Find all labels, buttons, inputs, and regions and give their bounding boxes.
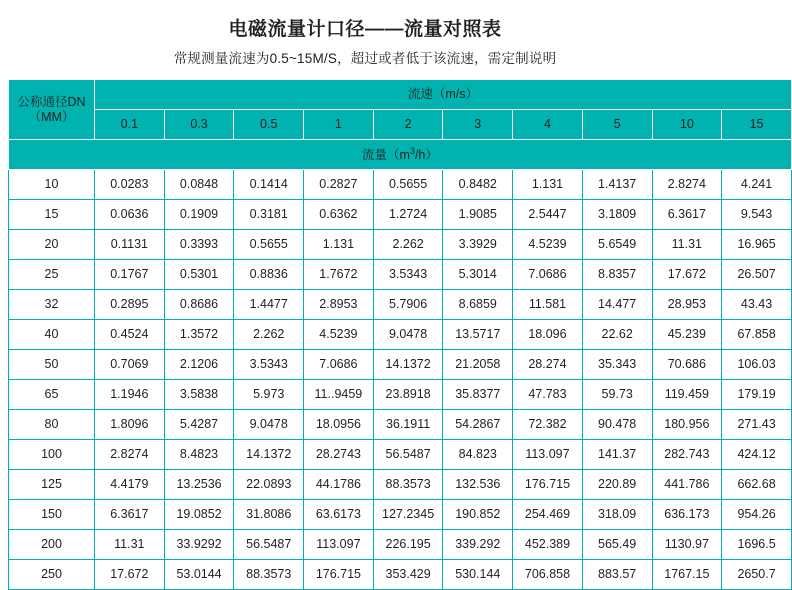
cell-flow-value: 31.8086 [234,500,304,530]
cell-flow-value: 11.31 [95,530,165,560]
cell-flow-value: 90.478 [582,410,652,440]
cell-flow-value: 43.43 [722,290,792,320]
cell-flow-value: 0.1767 [95,260,165,290]
cell-flow-value: 14.1372 [373,350,443,380]
table-row [9,350,792,380]
cell-flow-value: 2.8274 [95,440,165,470]
cell-flow-value: 84.823 [443,440,513,470]
header-cell-velocity-value: 15 [722,110,792,140]
flow-unit-prefix: 流量（m [362,148,410,163]
cell-flow-value: 1.131 [513,170,583,200]
table-header [9,80,792,170]
cell-flow-value: 1.131 [304,230,374,260]
cell-flow-value: 0.1909 [164,200,234,230]
cell-flow-value: 21.2058 [443,350,513,380]
cell-flow-value: 54.2867 [443,410,513,440]
cell-flow-value: 0.1131 [95,230,165,260]
cell-flow-value: 28.953 [652,290,722,320]
cell-flow-value: 35.343 [582,350,652,380]
table-row [9,440,792,470]
cell-dn: 40 [9,320,95,350]
cell-dn: 250 [9,560,95,590]
header-dn-line1: 公称通径DN [17,95,86,110]
cell-flow-value: 5.3014 [443,260,513,290]
header-row-velocity [9,80,792,110]
cell-flow-value: 1.1946 [95,380,165,410]
table-row [9,320,792,350]
cell-flow-value: 3.1809 [582,200,652,230]
cell-flow-value: 14.1372 [234,440,304,470]
cell-dn: 15 [9,200,95,230]
cell-flow-value: 9.0478 [373,320,443,350]
table-row [9,170,792,200]
header-cell-dn [9,80,95,140]
cell-flow-value: 17.672 [652,260,722,290]
header-row-flow-band [9,140,792,170]
cell-flow-value: 954.26 [722,500,792,530]
cell-flow-value: 179.19 [722,380,792,410]
cell-dn: 125 [9,470,95,500]
cell-flow-value: 530.144 [443,560,513,590]
header-cell-flow-unit [9,140,792,170]
cell-flow-value: 8.6859 [443,290,513,320]
cell-flow-value: 33.9292 [164,530,234,560]
cell-flow-value: 13.2536 [164,470,234,500]
cell-flow-value: 35.8377 [443,380,513,410]
table-row [9,380,792,410]
flow-unit-suffix: /h） [414,148,438,163]
cell-flow-value: 452.389 [513,530,583,560]
cell-flow-value: 4.241 [722,170,792,200]
cell-flow-value: 0.3181 [234,200,304,230]
cell-flow-value: 7.0686 [513,260,583,290]
cell-flow-value: 28.274 [513,350,583,380]
cell-flow-value: 56.5487 [234,530,304,560]
cell-flow-value: 88.3573 [373,470,443,500]
cell-flow-value: 23.8918 [373,380,443,410]
table-row [9,470,792,500]
cell-flow-value: 119.459 [652,380,722,410]
cell-flow-value: 14.477 [582,290,652,320]
cell-flow-value: 8.8357 [582,260,652,290]
cell-flow-value: 113.097 [304,530,374,560]
cell-flow-value: 0.2827 [304,170,374,200]
cell-flow-value: 5.4287 [164,410,234,440]
cell-flow-value: 6.3617 [95,500,165,530]
table-row [9,560,792,590]
cell-flow-value: 3.5343 [234,350,304,380]
cell-dn: 50 [9,350,95,380]
cell-flow-value: 16.965 [722,230,792,260]
cell-flow-value: 176.715 [513,470,583,500]
cell-flow-value: 226.195 [373,530,443,560]
header-cell-velocity-value: 2 [373,110,443,140]
cell-flow-value: 3.5838 [164,380,234,410]
cell-flow-value: 2.5447 [513,200,583,230]
cell-flow-value: 2.262 [373,230,443,260]
header-cell-velocity-value: 4 [513,110,583,140]
cell-flow-value: 180.956 [652,410,722,440]
cell-flow-value: 19.0852 [164,500,234,530]
cell-flow-value: 271.43 [722,410,792,440]
cell-flow-value: 1767.15 [652,560,722,590]
cell-flow-value: 141.37 [582,440,652,470]
cell-flow-value: 11.581 [513,290,583,320]
cell-flow-value: 67.858 [722,320,792,350]
cell-flow-value: 0.4524 [95,320,165,350]
table-row [9,200,792,230]
cell-flow-value: 26.507 [722,260,792,290]
cell-flow-value: 72.382 [513,410,583,440]
cell-flow-value: 45.239 [652,320,722,350]
header-cell-velocity: 流速（m/s） [95,80,792,110]
cell-flow-value: 127.2345 [373,500,443,530]
cell-flow-value: 0.7069 [95,350,165,380]
cell-dn: 80 [9,410,95,440]
cell-flow-value: 5.7906 [373,290,443,320]
cell-flow-value: 17.672 [95,560,165,590]
cell-flow-value: 254.469 [513,500,583,530]
cell-flow-value: 2.1206 [164,350,234,380]
cell-flow-value: 1696.5 [722,530,792,560]
cell-flow-value: 0.8686 [164,290,234,320]
cell-flow-value: 9.0478 [234,410,304,440]
cell-flow-value: 2.262 [234,320,304,350]
cell-flow-value: 28.2743 [304,440,374,470]
cell-flow-value: 0.5655 [234,230,304,260]
cell-flow-value: 1.2724 [373,200,443,230]
cell-flow-value: 190.852 [443,500,513,530]
cell-flow-value: 424.12 [722,440,792,470]
flow-unit-exponent: 3 [409,146,415,157]
cell-flow-value: 70.686 [652,350,722,380]
table-body [9,170,792,590]
cell-flow-value: 706.858 [513,560,583,590]
cell-flow-value: 565.49 [582,530,652,560]
header-row-velocity-values [9,110,792,140]
cell-flow-value: 2650.7 [722,560,792,590]
cell-flow-value: 1130.97 [652,530,722,560]
cell-dn: 10 [9,170,95,200]
cell-flow-value: 441.786 [652,470,722,500]
cell-flow-value: 1.8096 [95,410,165,440]
cell-flow-value: 132.536 [443,470,513,500]
cell-dn: 150 [9,500,95,530]
cell-flow-value: 883.57 [582,560,652,590]
cell-dn: 20 [9,230,95,260]
cell-flow-value: 5.6549 [582,230,652,260]
cell-flow-value: 18.096 [513,320,583,350]
cell-flow-value: 4.4179 [95,470,165,500]
cell-flow-value: 63.6173 [304,500,374,530]
cell-flow-value: 3.5343 [373,260,443,290]
cell-flow-value: 1.9085 [443,200,513,230]
cell-flow-value: 282.743 [652,440,722,470]
cell-flow-value: 0.3393 [164,230,234,260]
cell-flow-value: 0.5655 [373,170,443,200]
table-row [9,410,792,440]
header-cell-velocity-value: 5 [582,110,652,140]
cell-flow-value: 47.783 [513,380,583,410]
table-row [9,500,792,530]
header-cell-velocity-value: 0.3 [164,110,234,140]
page-title: 电磁流量计口径——流量对照表 [228,19,502,40]
cell-flow-value: 2.8274 [652,170,722,200]
cell-flow-value: 1.3572 [164,320,234,350]
cell-flow-value: 2.8953 [304,290,374,320]
cell-flow-value: 0.0636 [95,200,165,230]
cell-flow-value: 0.2895 [95,290,165,320]
cell-flow-value: 0.8836 [234,260,304,290]
cell-flow-value: 53.0144 [164,560,234,590]
cell-flow-value: 11.31 [652,230,722,260]
cell-flow-value: 36.1911 [373,410,443,440]
cell-flow-value: 5.973 [234,380,304,410]
cell-flow-value: 176.715 [304,560,374,590]
cell-flow-value: 59.73 [582,380,652,410]
header-cell-velocity-value: 0.5 [234,110,304,140]
cell-flow-value: 662.68 [722,470,792,500]
cell-flow-value: 4.5239 [304,320,374,350]
cell-flow-value: 6.3617 [652,200,722,230]
cell-dn: 25 [9,260,95,290]
cell-dn: 32 [9,290,95,320]
cell-flow-value: 18.0956 [304,410,374,440]
cell-flow-value: 9.543 [722,200,792,230]
cell-flow-value: 0.8482 [443,170,513,200]
cell-flow-value: 44.1786 [304,470,374,500]
cell-flow-value: 13.5717 [443,320,513,350]
cell-flow-value: 0.6362 [304,200,374,230]
cell-dn: 200 [9,530,95,560]
cell-flow-value: 353.429 [373,560,443,590]
table-row [9,230,792,260]
cell-flow-value: 0.0283 [95,170,165,200]
cell-flow-value: 0.1414 [234,170,304,200]
header-dn-line2: （MM） [28,109,75,124]
cell-flow-value: 1.7672 [304,260,374,290]
cell-flow-value: 88.3573 [234,560,304,590]
cell-flow-value: 113.097 [513,440,583,470]
flow-comparison-table [8,79,792,590]
cell-flow-value: 0.5301 [164,260,234,290]
cell-flow-value: 11..9459 [304,380,374,410]
table-row [9,290,792,320]
cell-flow-value: 0.0848 [164,170,234,200]
cell-flow-value: 1.4137 [582,170,652,200]
cell-flow-value: 8.4823 [164,440,234,470]
page-subtitle: 常规测量流速为0.5~15M/S，超过或者低于该流速，需定制说明 [173,51,557,66]
header-cell-velocity-value: 0.1 [95,110,165,140]
table-row [9,260,792,290]
cell-dn: 65 [9,380,95,410]
cell-flow-value: 3.3929 [443,230,513,260]
cell-flow-value: 22.0893 [234,470,304,500]
cell-dn: 100 [9,440,95,470]
cell-flow-value: 56.5487 [373,440,443,470]
cell-flow-value: 22.62 [582,320,652,350]
header-cell-velocity-value: 10 [652,110,722,140]
table-row [9,530,792,560]
cell-flow-value: 318.09 [582,500,652,530]
cell-flow-value: 1.4477 [234,290,304,320]
header-cell-velocity-value: 1 [304,110,374,140]
cell-flow-value: 7.0686 [304,350,374,380]
cell-flow-value: 106.03 [722,350,792,380]
cell-flow-value: 220.89 [582,470,652,500]
header-cell-velocity-value: 3 [443,110,513,140]
cell-flow-value: 636.173 [652,500,722,530]
cell-flow-value: 339.292 [443,530,513,560]
cell-flow-value: 4.5239 [513,230,583,260]
